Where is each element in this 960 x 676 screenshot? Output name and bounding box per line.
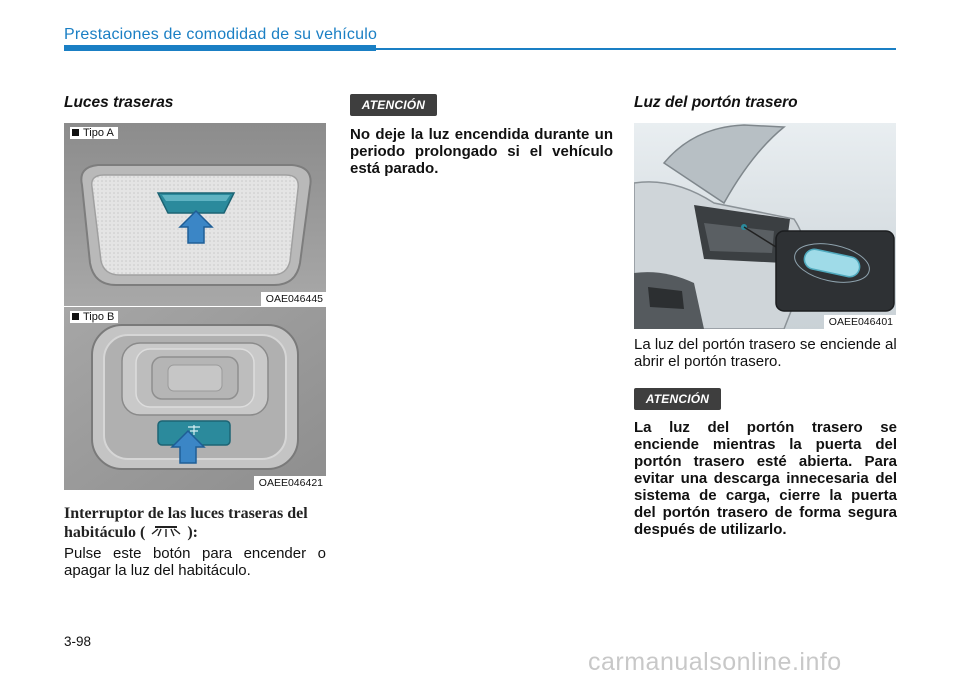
caution-badge-1: ATENCIÓN bbox=[350, 94, 437, 116]
tailgate-paragraph: La luz del portón trasero se enciende al abrir el portón trasero. bbox=[634, 336, 897, 370]
switch-heading-mid: habitáculo ( bbox=[64, 524, 146, 541]
caution-text-2: La luz del portón trasero se enciende mientras la puerta del portón trasero esté abierta. Para evitar una descarga innecesaria del sistema de carga, cierre la puerta del portón trasero de forma segura después de utilizarlo. bbox=[634, 419, 897, 538]
tailgate-lamp-illustration bbox=[634, 123, 896, 329]
switch-heading-line2 bbox=[64, 523, 326, 542]
figure-code-b: OAEE046421 bbox=[254, 476, 326, 490]
figure-tipo-b bbox=[64, 307, 326, 490]
header-bar bbox=[64, 45, 376, 51]
switch-heading-post: ): bbox=[187, 524, 198, 541]
figure-tipo-a bbox=[64, 123, 326, 306]
figure-tailgate bbox=[634, 123, 896, 329]
roof-lamp-type-b-illustration bbox=[64, 307, 326, 490]
figure-tag-tipo-b: Tipo B bbox=[70, 311, 118, 323]
roof-lamp-type-a-illustration bbox=[64, 123, 326, 306]
figure-code-a: OAE046445 bbox=[261, 292, 326, 306]
section-title-luz-porton: Luz del portón trasero bbox=[634, 94, 798, 111]
switch-heading-line1: Interruptor de las luces traseras del bbox=[64, 505, 308, 522]
watermark: carmanualsonline.info bbox=[588, 648, 842, 676]
section-title-luces-traseras: Luces traseras bbox=[64, 94, 174, 111]
page-number: 3-98 bbox=[64, 634, 92, 649]
caution-badge-2: ATENCIÓN bbox=[634, 388, 721, 410]
caution-text-1: No deje la luz encendida durante un periodo prolongado si el vehículo está parado. bbox=[350, 126, 613, 177]
switch-paragraph: Pulse este botón para encender o apagar la luz del habitáculo. bbox=[64, 545, 326, 579]
header-line bbox=[376, 48, 896, 50]
dome-light-icon bbox=[149, 523, 183, 539]
figure-tag-tipo-a: Tipo A bbox=[70, 127, 118, 139]
figure-code-tailgate: OAEE046401 bbox=[824, 315, 896, 329]
header-title: Prestaciones de comodidad de su vehículo bbox=[64, 26, 378, 43]
